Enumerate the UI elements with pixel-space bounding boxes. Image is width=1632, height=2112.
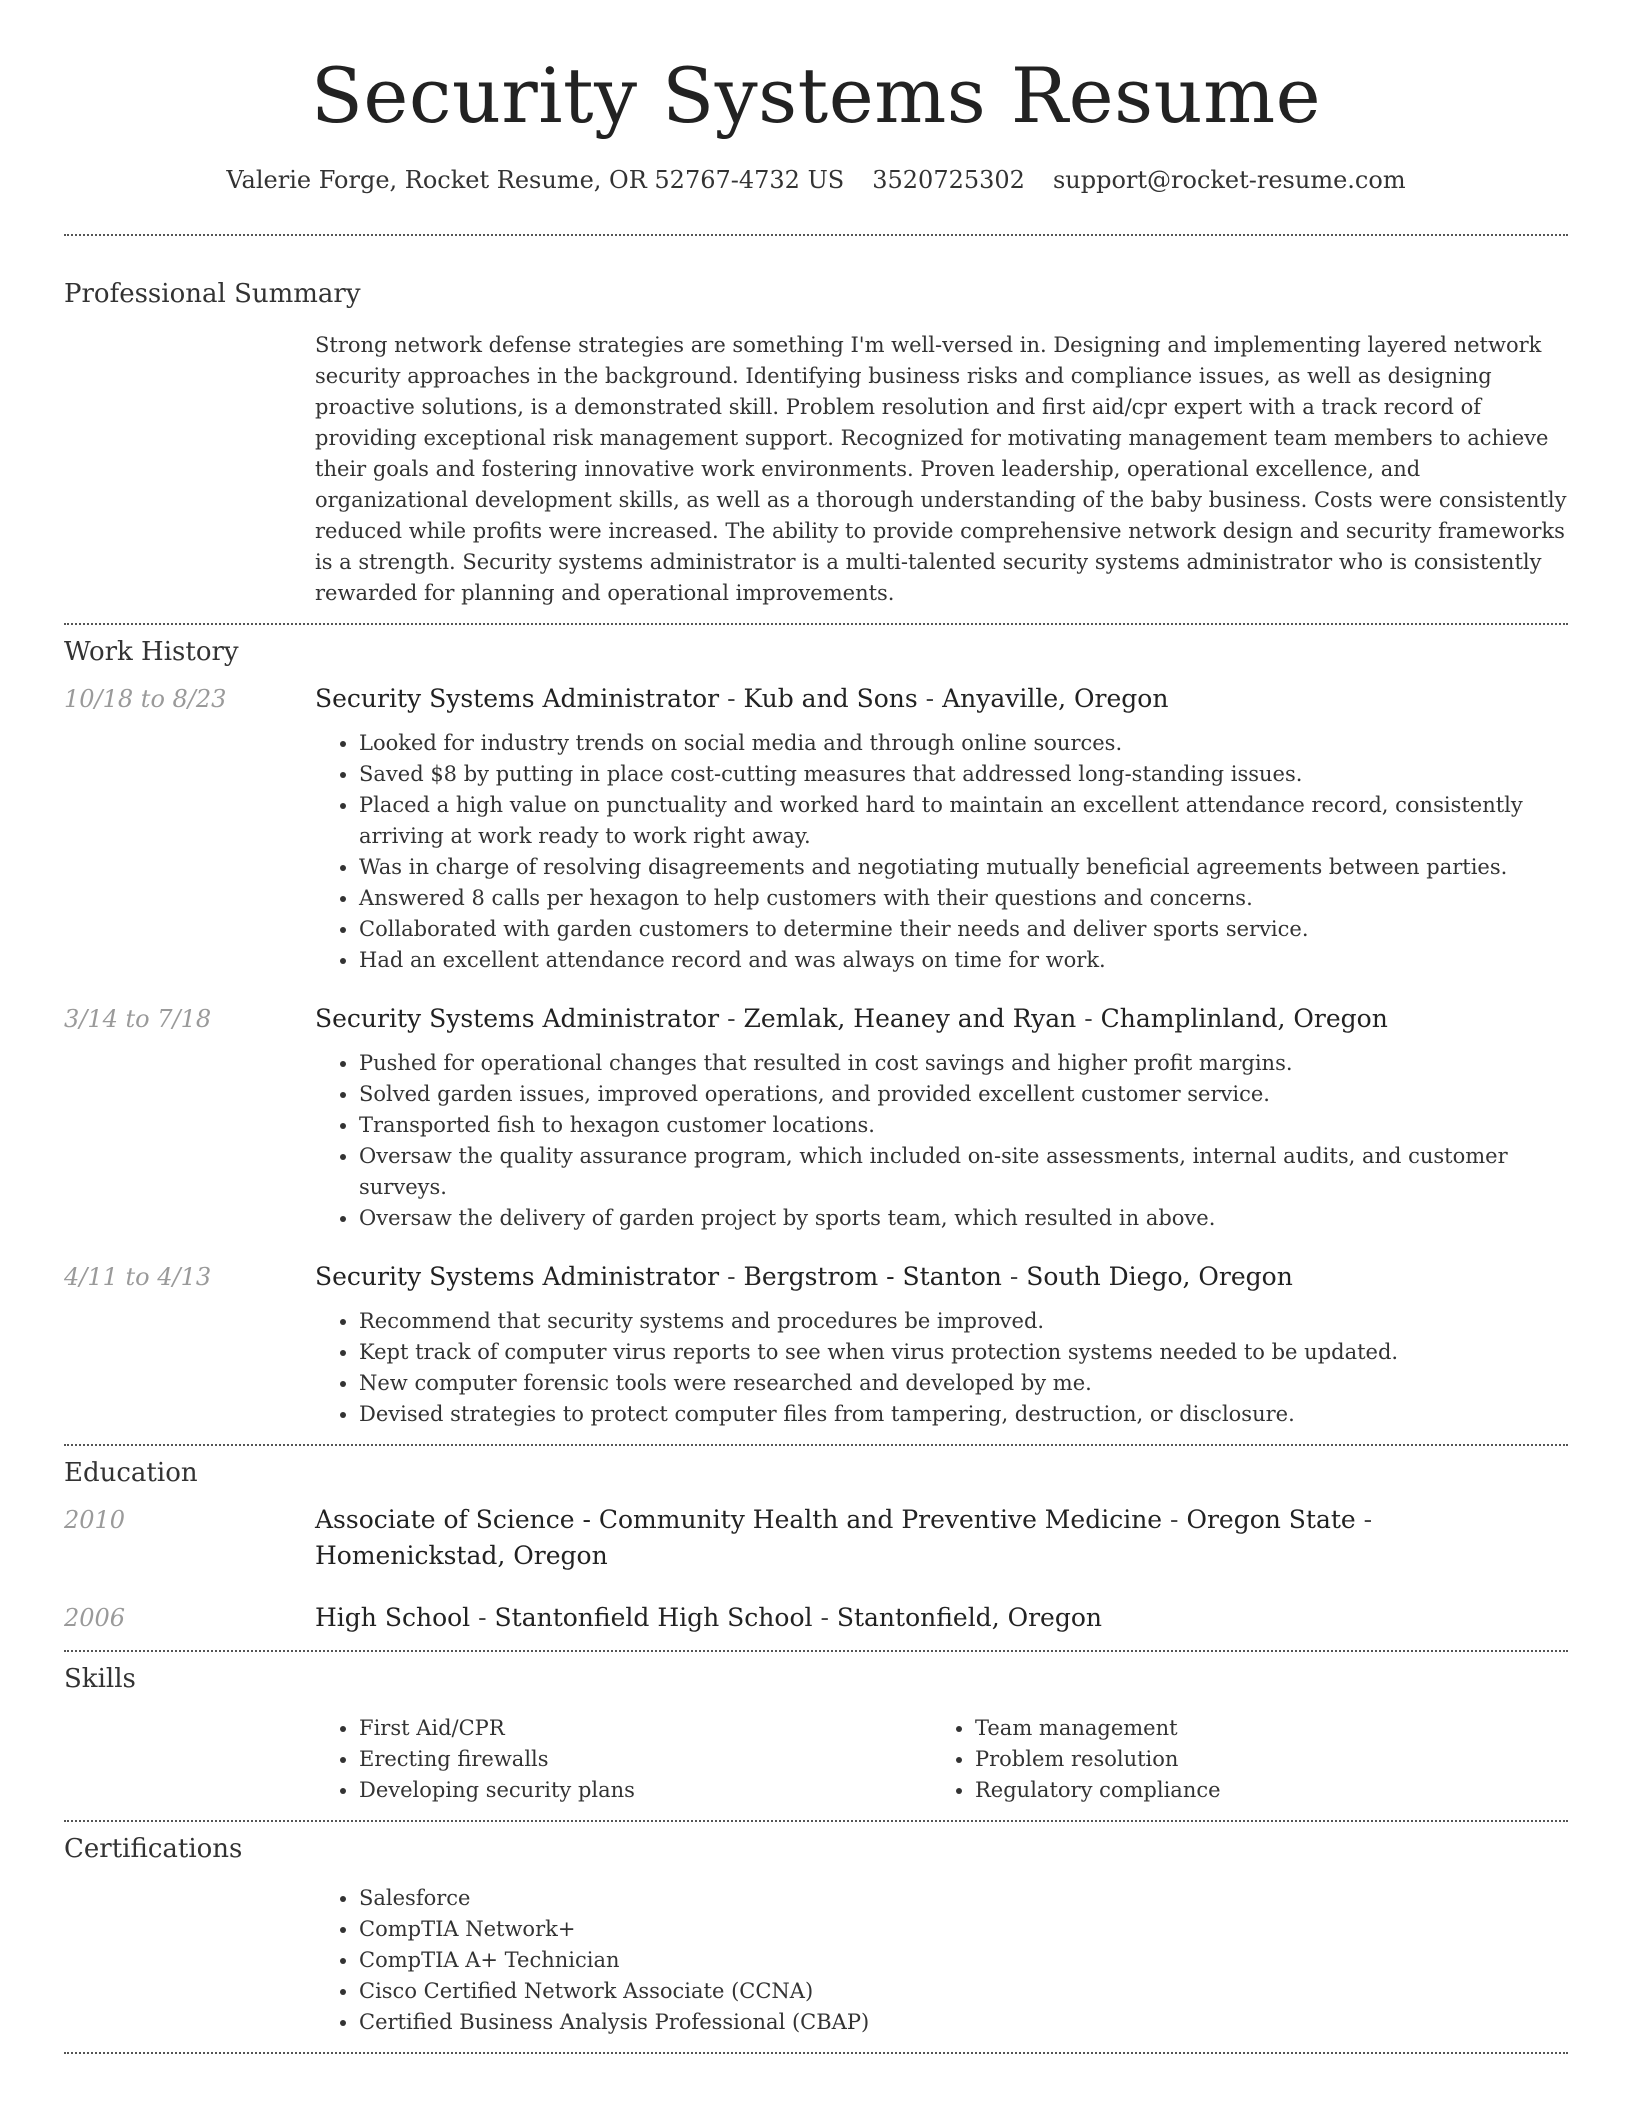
education-heading: Education (64, 1457, 198, 1488)
education-year: 2006 (64, 1603, 126, 1632)
work-history-heading: Work History (64, 636, 239, 667)
divider (64, 623, 1568, 625)
job-title-line: Security Systems Administrator - Bergstrom - Stanton - South Diego, Oregon (315, 1261, 1293, 1291)
list-item: • Saved $8 by putting in place cost-cutting measures that addressed long-standing issues. (359, 759, 1568, 790)
job-title-line: Security Systems Administrator - Zemlak, Heaney and Ryan - Champlinland, Oregon (315, 1003, 1388, 1033)
education-title-line: High School - Stantonfield High School - Stantonfield, Oregon (315, 1602, 1102, 1632)
divider (64, 1444, 1568, 1446)
education-degree: Associate of Science - Community Health and Preventive Medicine (315, 1504, 1163, 1534)
summary-section (64, 279, 1568, 608)
education-location: Homenickstad, Oregon (315, 1540, 608, 1570)
skill-item: • Erecting firewalls (359, 1744, 931, 1775)
summary-heading: Professional Summary (64, 279, 361, 310)
education-year: 2010 (64, 1505, 126, 1534)
certifications-list (315, 1883, 1568, 2038)
job-header (64, 681, 1568, 717)
job-header (64, 1001, 1568, 1037)
list-item: • Looked for industry trends on social media and through online sources. (359, 728, 1568, 759)
skill-item: • Problem resolution (975, 1744, 1547, 1775)
certification-item: • Certified Business Analysis Professional (CBAP) (359, 2007, 1568, 2038)
list-item: • Kept track of computer virus reports to see when virus protection systems needed to be updated. (359, 1337, 1568, 1368)
work-history-section (64, 637, 1568, 1430)
list-item: • Oversaw the quality assurance program, which included on-site assessments, internal audits, and customer surveys. (359, 1141, 1568, 1203)
skill-item: • First Aid/CPR (359, 1713, 931, 1744)
job-entry (64, 681, 1568, 976)
job-company: Kub and Sons (743, 683, 918, 713)
job-dates: 4/11 to 4/13 (64, 1262, 212, 1291)
list-item: • Placed a high value on punctuality and worked hard to maintain an excellent attendance record, consistently arriving at work ready to work right away. (359, 790, 1568, 852)
contact-line (64, 165, 1568, 196)
education-title-line: Associate of Science - Community Health and Preventive Medicine - Oregon State - Homenickstad, Oregon (315, 1504, 1373, 1570)
skills-column-left (315, 1713, 931, 1806)
list-item: • Pushed for operational changes that resulted in cost savings and higher profit margins. (359, 1048, 1568, 1079)
skills-heading: Skills (64, 1663, 136, 1694)
contact-address: Valerie Forge, Rocket Resume, OR 52767-4732 US (226, 166, 845, 195)
list-item: • Had an excellent attendance record and was always on time for work. (359, 945, 1568, 976)
job-company: Zemlak, Heaney and Ryan (743, 1003, 1077, 1033)
job-bullets (315, 1048, 1568, 1234)
job-company: Bergstrom - Stanton (743, 1261, 1002, 1291)
job-location: Champlinland, Oregon (1100, 1003, 1388, 1033)
job-title: Security Systems Administrator (315, 1261, 720, 1291)
education-school: Stantonfield High School (494, 1602, 813, 1632)
divider (64, 1820, 1568, 1822)
job-bullets (315, 1306, 1568, 1430)
certification-item: • Cisco Certified Network Associate (CCNA) (359, 1976, 1568, 2007)
job-bullets (315, 728, 1568, 976)
list-item: • New computer forensic tools were researched and developed by me. (359, 1368, 1568, 1399)
certification-item: • Salesforce (359, 1883, 1568, 1914)
job-title-line: Security Systems Administrator - Kub and Sons - Anyaville, Oregon (315, 683, 1169, 713)
education-school: Oregon State (1186, 1504, 1356, 1534)
job-header (64, 1259, 1568, 1295)
job-dates: 3/14 to 7/18 (64, 1004, 212, 1033)
job-dates: 10/18 to 8/23 (64, 684, 227, 713)
job-location: South Diego, Oregon (1026, 1261, 1293, 1291)
contact-email: support@rocket-resume.com (1052, 166, 1406, 195)
divider (64, 2052, 1568, 2054)
list-item: • Devised strategies to protect computer files from tampering, destruction, or disclosure. (359, 1399, 1568, 1430)
resume-title: Security Systems Resume (310, 51, 1322, 140)
job-title: Security Systems Administrator (315, 683, 720, 713)
summary-text: Strong network defense strategies are something I'm well-versed in. Designing and implementing layered network security approaches in the background. Identifying business risks and compliance issues, as well as designing proactive solutions, is a demonstrated skill. Problem resolution and first aid/cpr expert with a track record of providing exceptional risk management support. Recognized for motivating management team members to achieve their goals and fostering innovative work environments. Proven leadership, operational excellence, and organizational development skills, as well as a thorough understanding of the baby business. Costs were consistently reduced while profits were increased. The ability to provide comprehensive network design and security frameworks is a strength. Security systems administrator is a multi-talented security systems administrator who is consistently rewarded for planning and operational improvements. (315, 332, 1567, 605)
contact-phone: 3520725302 (872, 166, 1025, 195)
divider (64, 234, 1568, 236)
education-entry (64, 1502, 1568, 1574)
job-entry (64, 1259, 1568, 1430)
list-item: • Oversaw the delivery of garden project by sports team, which resulted in above. (359, 1203, 1568, 1234)
certifications-section (64, 1834, 1568, 2038)
job-entry (64, 1001, 1568, 1234)
skill-item: • Regulatory compliance (975, 1775, 1547, 1806)
list-item: • Collaborated with garden customers to determine their needs and deliver sports service. (359, 914, 1568, 945)
skills-column-right (931, 1713, 1547, 1806)
list-item: • Answered 8 calls per hexagon to help customers with their questions and concerns. (359, 883, 1568, 914)
skill-item: • Team management (975, 1713, 1547, 1744)
skills-section (64, 1664, 1568, 1806)
skill-item: • Developing security plans (359, 1775, 931, 1806)
certification-item: • CompTIA Network+ (359, 1914, 1568, 1945)
list-item: • Solved garden issues, improved operations, and provided excellent customer service. (359, 1079, 1568, 1110)
list-item: • Transported fish to hexagon customer locations. (359, 1110, 1568, 1141)
education-degree: High School (315, 1602, 471, 1632)
certifications-heading: Certifications (64, 1834, 243, 1865)
education-section (64, 1458, 1568, 1636)
education-entry (64, 1600, 1568, 1636)
list-item: • Recommend that security systems and procedures be improved. (359, 1306, 1568, 1337)
job-title: Security Systems Administrator (315, 1003, 720, 1033)
job-location: Anyaville, Oregon (942, 683, 1169, 713)
education-location: Stantonfield, Oregon (836, 1602, 1102, 1632)
certification-item: • CompTIA A+ Technician (359, 1945, 1568, 1976)
divider (64, 1650, 1568, 1652)
skills-list (315, 1713, 1568, 1806)
list-item: • Was in charge of resolving disagreements and negotiating mutually beneficial agreements between parties. (359, 852, 1568, 883)
